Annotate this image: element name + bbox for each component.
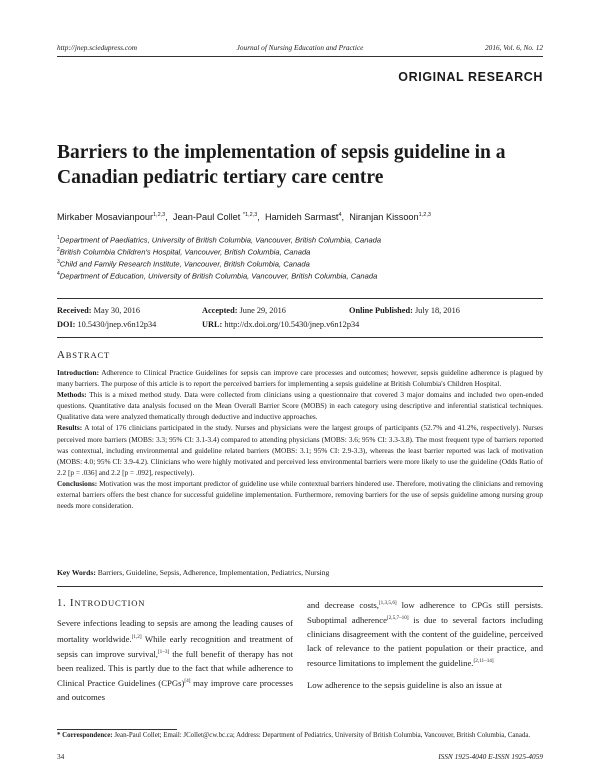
intro-paragraph [307, 597, 543, 692]
affiliation-text: Child and Family Research Institute, Vancouver, British Columbia, Canada [59, 259, 310, 269]
doi-label: DOI: [57, 320, 76, 329]
intro-right-text-2: Low adherence to the sepsis guideline is also an issue at [307, 679, 502, 690]
abstract-heading-rest: BSTRACT [65, 350, 111, 360]
affiliation-number: 3 [57, 259, 60, 265]
online-label: Online Published: [349, 306, 413, 315]
introduction-heading [57, 597, 145, 609]
accepted-date: June 29, 2016 [239, 306, 286, 315]
abstract-paragraph [57, 478, 543, 511]
footnote-text: Jean-Paul Collet; Email: JCollet@cw.bc.ca; Address: Department of Pediatrics, University of British Columbia, Vancouver, British Columbia, Canada. [114, 732, 531, 739]
doi-value[interactable]: 10.5430/jnep.v6n12p34 [77, 320, 157, 329]
body-text: is due to several factors including clinicians disagreement with the content of the guideline, perceived lack of relevance to the patient population or their practice, and resource limitations to implement the guideline. [307, 615, 544, 669]
accepted-label: Accepted: [202, 306, 238, 315]
citation[interactable]: [1–3] [157, 649, 170, 656]
introduction-heading-rest: NTRODUCTION [74, 598, 146, 608]
intro-left-column [57, 617, 293, 733]
author-affil-sup: 1,2,3 [418, 212, 431, 218]
keywords-text: Barriers, Guideline, Sepsis, Adherence, Implementation, Pediatrics, Nursing [97, 568, 330, 577]
intro-right-column [307, 597, 543, 737]
publication-dates [57, 306, 543, 318]
abstract-text: Adherence to Clinical Practice Guidelines for sepsis can improve care processes and outcomes; however, sepsis guideline adherence is plagued by many barriers. The purpose of this article is to report the perceived barriers for implementing a sepsis guideline at British Columbia's Children Hospital. [57, 368, 543, 389]
body-text: the full benefit of therapy has not been realized. This is partly due to the fact that while adherence to Clinical Practice Guidelines (CPGs) [57, 648, 293, 689]
author-name: Jean-Paul Collet [172, 212, 241, 223]
author-affil-sup: *1,2,3 [242, 212, 258, 218]
page-number: 34 [57, 752, 65, 761]
abstract-paragraph [57, 422, 543, 477]
abstract-paragraph [57, 367, 543, 389]
abstract-body [57, 367, 543, 511]
affiliation-text: Department of Education, University of British Columbia, Vancouver, British Columbia, Canada [59, 271, 378, 281]
correspondence-footnote [57, 731, 543, 740]
article-type-badge: ORIGINAL RESEARCH [398, 70, 543, 84]
keywords-rule [57, 586, 543, 587]
running-header [57, 43, 543, 55]
publication-identifiers [57, 320, 543, 332]
article-title: Barriers to the implementation of sepsis guideline in a Canadian pediatric tertiary care centre [57, 142, 506, 188]
dates-top-rule [57, 298, 543, 299]
intro-left-text [57, 617, 293, 704]
affiliation-text: British Columbia Children's Hospital, Vancouver, British Columbia, Canada [59, 247, 311, 257]
citation[interactable]: [1,2] [131, 633, 142, 640]
volume-info: 2016, Vol. 6, No. 12 [485, 43, 543, 52]
author-name: Hamideh Sarmast [264, 212, 339, 223]
dates-bottom-rule [57, 337, 543, 338]
intro-paragraph [57, 617, 293, 704]
body-text: low adherence to CPGs still persists. Suboptimal adherence [307, 599, 543, 626]
footnote-label: * Correspondence: [57, 732, 113, 739]
introduction-heading-initial: I [69, 597, 75, 609]
received-date: May 30, 2016 [93, 306, 140, 315]
body-text: Severe infections leading to sepsis are among the leading causes of mortality worldwide. [57, 618, 293, 644]
citation[interactable]: [2,5,7–10] [386, 615, 409, 622]
abstract-text: A total of 176 clinicians participated in the study. Nurses and physicians were the largest groups of participants (52.7% and 41.2%, respectively). Nurses perceived more barriers (MOBS: 3.3; 95% CI: 3.1-3.4) compared to attending physicians (MOBS: 3.6; 95% CI: 3.3-3.8). The most frequent type of barriers reported was contextual, including environmental and guideline related barriers (MOBS: 3.1; 95% CI: 2.9-3.3), whereas the least barrier reported was lack of motivation (MOBS: 4.0; 95% CI: 3.9-4.2). Clinicians who were highly motivated and perceived less environmental barriers were more likely to use the guideline (Odds Ratio of 2.2 [p = .036] and 2.2 [p = .092], respectively). [57, 423, 544, 477]
issn: ISSN 1925-4040 E-ISSN 1925-4059 [438, 752, 543, 761]
abstract-heading-initial: A [57, 349, 66, 361]
header-rule [57, 56, 543, 57]
keywords [57, 568, 329, 577]
url-label: URL: [202, 320, 223, 329]
journal-url[interactable]: http://jnep.sciedupress.com [57, 43, 137, 52]
body-text: While early recognition and treatment of sepsis can improve survival, [57, 633, 293, 659]
abstract-label: Methods: [57, 390, 87, 400]
author-list: Mirkaber Mosavianpour$^{1,2,3}$, Jean-Paul Collet $^{*1,2,3}$, Hamideh Sarmast$^4$, Niranjan Kissoon$^{1,2,3}$ [57, 212, 431, 223]
section-number: 1. [57, 598, 67, 609]
affiliation-number: 1 [57, 235, 60, 241]
affiliation-number: 2 [57, 247, 60, 253]
affiliation-number: 4 [57, 271, 60, 277]
keywords-label: Key Words: [57, 568, 96, 577]
journal-name: Journal of Nursing Education and Practice [236, 43, 364, 52]
online-date: July 18, 2016 [414, 306, 460, 315]
page-footer [57, 752, 543, 762]
abstract-paragraph [57, 389, 543, 422]
abstract-label: Results: [57, 423, 83, 433]
abstract-text: Motivation was the most important predictor of guideline use while contextual barriers hindered use. Therefore, motivating the clinicians and removing external barriers offers the best chance for successful guideline implementation. Furthermore, removing barriers for the use of sepsis guideline among nursing group needs more consideration. [57, 478, 544, 511]
author-name: Mirkaber Mosavianpour [57, 212, 153, 223]
citation[interactable]: [1,3,5,6] [378, 600, 397, 606]
affiliation [57, 235, 381, 245]
citation[interactable]: [4] [184, 678, 191, 685]
abstract-heading [57, 349, 110, 361]
citation[interactable]: [2,11–14] [473, 658, 494, 665]
intro-right-text [307, 597, 543, 671]
author-affil-sup: 4 [338, 212, 342, 218]
affiliation-text: Department of Paediatrics, University of British Columbia, Vancouver, British Columbia, Canada [59, 235, 382, 245]
body-text: may improve care processes and outcomes [57, 678, 293, 702]
abstract-text: This is a mixed method study. Data were collected from clinicians using a questionnaire that covered 3 major domains and included two open-ended questions. Quantitative data analysis focused on the Mean Overall Barrier Score (MOBS) in each category using descriptive and inferential statistical techniques. Qualitative data were analyzed thematically through deductive and inductive approaches. [57, 390, 543, 422]
footnote-rule [57, 729, 177, 730]
url-value[interactable]: http://dx.doi.org/10.5430/jnep.v6n12p34 [224, 320, 360, 329]
abstract-label: Introduction: [57, 368, 100, 377]
affiliation [57, 259, 310, 269]
affiliation [57, 271, 377, 281]
abstract-label: Conclusions: [57, 478, 98, 488]
author-affil-sup: 1,2,3 [153, 212, 166, 218]
affiliation [57, 247, 310, 257]
author-name: Niranjan Kissoon [349, 212, 419, 223]
body-text: and decrease costs, [307, 599, 379, 610]
received-label: Received: [57, 306, 92, 315]
